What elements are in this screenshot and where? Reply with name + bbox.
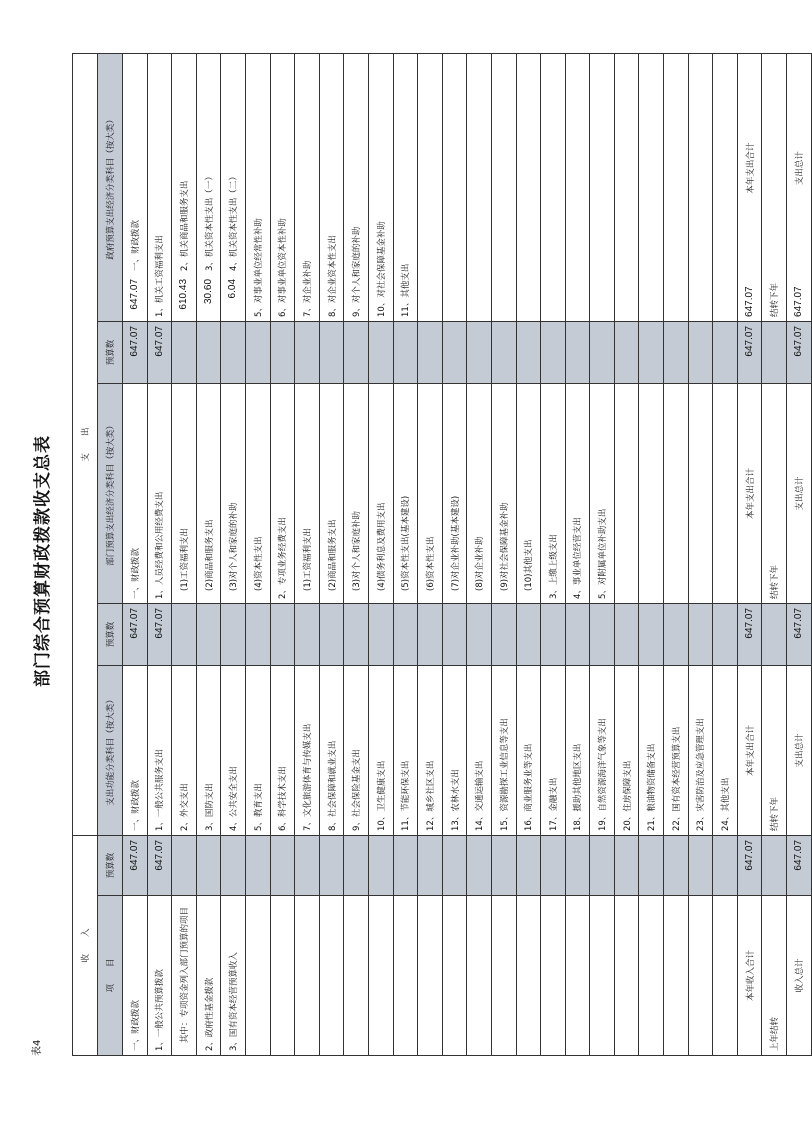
dept-item: (7)对企业补助(基本建设) — [442, 383, 467, 603]
table-number: 表4 — [32, 1039, 43, 1056]
gov-item — [664, 53, 689, 321]
total-row — [787, 53, 812, 1055]
func-item: 18、援助其他地区支出 — [565, 665, 590, 835]
gov-budget: 647.07 — [128, 278, 140, 310]
income-budget — [565, 835, 590, 895]
dept-budget — [393, 321, 418, 383]
dept-item: 一、财政拨款 — [123, 383, 148, 603]
gov-item — [541, 53, 566, 321]
table-row — [516, 53, 541, 1055]
dept-budget — [319, 321, 344, 383]
gov-total-value: 647.07 — [743, 286, 755, 317]
dept-item: (9)对社会保障基金补助 — [491, 383, 516, 603]
income-item — [467, 896, 492, 1056]
dept-item: 1、人员经费和公用经费支出 — [147, 383, 172, 603]
func-budget — [442, 603, 467, 665]
prev-carry-value — [762, 835, 787, 895]
func-item: 16、商业服务业等支出 — [516, 665, 541, 835]
income-budget — [319, 835, 344, 895]
table-row — [344, 53, 369, 1055]
income-item — [270, 896, 295, 1056]
expense-grand-label: 支出总计 — [787, 665, 812, 835]
func-budget — [418, 603, 443, 665]
func-item: 19、自然资源海洋气象等支出 — [590, 665, 615, 835]
dept-budget — [516, 321, 541, 383]
func-budget — [196, 603, 221, 665]
func-budget — [516, 603, 541, 665]
func-item: 1、一般公共服务支出 — [147, 665, 172, 835]
next-carry-label: 结转下年 — [762, 383, 787, 603]
income-item — [664, 896, 689, 1056]
func-budget — [319, 603, 344, 665]
income-budget — [467, 835, 492, 895]
func-budget — [467, 603, 492, 665]
func-budget: 647.07 — [123, 603, 148, 665]
income-grand: 647.07 — [787, 835, 812, 895]
func-budget — [614, 603, 639, 665]
func-item: 2、外交支出 — [172, 665, 197, 835]
income-item — [245, 896, 270, 1056]
expense-total: 647.07 — [737, 603, 762, 665]
gov-item: 6、对事业单位资本性补助 — [270, 53, 295, 321]
income-budget: 647.07 — [147, 835, 172, 895]
dept-budget — [639, 321, 664, 383]
dept-budget — [172, 321, 197, 383]
func-item: 23、灾害防治及应急管理支出 — [688, 665, 713, 835]
dept-budget — [565, 321, 590, 383]
func-item: 22、国有资本经营预算支出 — [664, 665, 689, 835]
func-item: 12、城乡社区支出 — [418, 665, 443, 835]
dept-item: 4、事业单位经营支出 — [565, 383, 590, 603]
expense-total-label: 647.07 本年支出合计 — [737, 53, 762, 321]
income-total-label: 本年收入合计 — [737, 896, 762, 1056]
gov-item: 10、对社会保障基金补助 — [368, 53, 393, 321]
dept-item: (5)资本性支出(基本建设) — [393, 383, 418, 603]
dept-item: (1)工资福利支出 — [295, 383, 320, 603]
income-item: 3、国有资本经营预算收入 — [221, 896, 246, 1056]
dept-budget — [467, 321, 492, 383]
table-row — [319, 53, 344, 1055]
table-row — [590, 53, 615, 1055]
table-row — [196, 53, 221, 1055]
table-row — [614, 53, 639, 1055]
expense-header: 支 出 — [73, 53, 98, 835]
gov-item — [614, 53, 639, 321]
func-item: 4、公共安全支出 — [221, 665, 246, 835]
budget-header: 预算数 — [98, 603, 123, 665]
func-budget — [270, 603, 295, 665]
expense-total: 647.07 — [737, 321, 762, 383]
income-item — [393, 896, 418, 1056]
income-budget — [442, 835, 467, 895]
gov-item — [491, 53, 516, 321]
table-row — [664, 53, 689, 1055]
income-budget — [393, 835, 418, 895]
dept-item: (2)商品和服务支出 — [196, 383, 221, 603]
dept-budget — [442, 321, 467, 383]
gov-item: 9、对个人和家庭的补助 — [344, 53, 369, 321]
func-item: 17、金融支出 — [541, 665, 566, 835]
gov-budget: 30.60 — [202, 278, 214, 305]
income-item — [713, 896, 738, 1056]
dept-item: (1)工资福利支出 — [172, 383, 197, 603]
dept-budget — [614, 321, 639, 383]
table-row — [639, 53, 664, 1055]
gov-item — [516, 53, 541, 321]
income-item — [295, 896, 320, 1056]
total-row — [762, 53, 787, 1055]
dept-budget — [713, 321, 738, 383]
dept-budget — [541, 321, 566, 383]
income-item — [590, 896, 615, 1056]
table-row — [688, 53, 713, 1055]
dept-budget — [688, 321, 713, 383]
expense-total-label: 本年支出合计 — [737, 665, 762, 835]
income-header: 收 入 — [73, 835, 98, 1055]
func-budget — [590, 603, 615, 665]
dept-item: (8)对企业补助 — [467, 383, 492, 603]
income-item — [516, 896, 541, 1056]
dept-budget — [368, 321, 393, 383]
func-budget — [541, 603, 566, 665]
func-item: 一、财政拨款 — [123, 665, 148, 835]
gov-item — [639, 53, 664, 321]
income-budget — [172, 835, 197, 895]
table-row — [270, 53, 295, 1055]
gov-item — [590, 53, 615, 321]
income-grand-label: 收入总计 — [787, 896, 812, 1056]
dept-item: (6)资本性支出 — [418, 383, 443, 603]
table-body — [123, 53, 812, 1055]
dept-item: 2、专项业务经费支出 — [270, 383, 295, 603]
dept-item: 5、对附属单位补助支出 — [590, 383, 615, 603]
func-item: 13、农林水支出 — [442, 665, 467, 835]
gov-econ-header: 政府预算支出经济分类科目（按大类） — [98, 53, 123, 321]
dept-item — [688, 383, 713, 603]
dept-item: (10)其他支出 — [516, 383, 541, 603]
income-budget — [688, 835, 713, 895]
income-item — [541, 896, 566, 1056]
next-carry-label: 结转下年 — [762, 665, 787, 835]
dept-item — [664, 383, 689, 603]
dept-item — [713, 383, 738, 603]
dept-item: (2)商品和服务支出 — [319, 383, 344, 603]
income-budget — [541, 835, 566, 895]
income-budget — [713, 835, 738, 895]
expense-grand: 647.07 — [787, 321, 812, 383]
income-item — [565, 896, 590, 1056]
dept-budget — [664, 321, 689, 383]
header-row-2 — [98, 53, 123, 1055]
income-item — [344, 896, 369, 1056]
income-item — [688, 896, 713, 1056]
func-budget — [664, 603, 689, 665]
header-row-1 — [73, 53, 98, 1055]
table-row — [541, 53, 566, 1055]
dept-budget — [270, 321, 295, 383]
income-budget — [418, 835, 443, 895]
income-item — [368, 896, 393, 1056]
income-total: 647.07 — [737, 835, 762, 895]
gov-item: 5、对事业单位经常性补助 — [245, 53, 270, 321]
page-title: 部门综合预算财政拨款收支总表 — [33, 435, 53, 687]
gov-budget: 610.43 — [177, 278, 189, 310]
income-item — [614, 896, 639, 1056]
table-row — [295, 53, 320, 1055]
func-item: 8、社会保障和就业支出 — [319, 665, 344, 835]
income-budget — [491, 835, 516, 895]
func-budget: 647.07 — [147, 603, 172, 665]
func-item: 6、科学技术支出 — [270, 665, 295, 835]
table-row — [221, 53, 246, 1055]
income-budget — [295, 835, 320, 895]
gov-item — [713, 53, 738, 321]
gov-item — [442, 53, 467, 321]
income-budget — [639, 835, 664, 895]
table-row — [172, 53, 197, 1055]
budget-header: 预算数 — [98, 835, 123, 895]
income-item — [319, 896, 344, 1056]
total-row — [737, 53, 762, 1055]
income-budget — [516, 835, 541, 895]
func-class-header: 支出功能分类科目（按大类） — [98, 665, 123, 835]
income-budget — [590, 835, 615, 895]
dept-budget — [344, 321, 369, 383]
gov-item — [467, 53, 492, 321]
dept-budget — [590, 321, 615, 383]
func-budget — [639, 603, 664, 665]
func-budget — [368, 603, 393, 665]
expense-total-label: 本年支出合计 — [737, 383, 762, 603]
income-item: 1、一般公共预算拨款 — [147, 896, 172, 1056]
budget-header: 预算数 — [98, 321, 123, 383]
gov-item: 1、机关工资福利支出 — [147, 53, 172, 321]
income-item — [491, 896, 516, 1056]
dept-econ-header: 部门预算支出经济分类科目（按大类） — [98, 383, 123, 603]
dept-item — [639, 383, 664, 603]
gov-budget: 6.04 — [227, 278, 239, 299]
dept-item: (3)对个人和家庭补助 — [344, 383, 369, 603]
gov-item: 610.43 2、机关商品和服务支出 — [172, 53, 197, 321]
func-budget — [688, 603, 713, 665]
dept-item: (3)对个人和家庭的补助 — [221, 383, 246, 603]
gov-item: 6.04 4、机关资本性支出（二） — [221, 53, 246, 321]
table-row — [393, 53, 418, 1055]
income-budget: 647.07 — [123, 835, 148, 895]
func-budget — [565, 603, 590, 665]
dept-item: (4)资本性支出 — [245, 383, 270, 603]
dept-budget — [491, 321, 516, 383]
func-item: 11、节能环保支出 — [393, 665, 418, 835]
dept-budget: 647.07 — [123, 321, 148, 383]
func-item: 15、资源勘探工业信息等支出 — [491, 665, 516, 835]
dept-budget — [245, 321, 270, 383]
income-item: 一、财政拨款 — [123, 896, 148, 1056]
prev-carry-label: 上年结转 — [762, 896, 787, 1056]
table-row — [442, 53, 467, 1055]
income-budget — [368, 835, 393, 895]
func-budget — [221, 603, 246, 665]
income-budget — [196, 835, 221, 895]
dept-budget — [418, 321, 443, 383]
dept-budget — [221, 321, 246, 383]
func-item: 20、住房保障支出 — [614, 665, 639, 835]
income-budget — [245, 835, 270, 895]
next-carry-label: 结转下年 — [762, 53, 787, 321]
func-budget — [344, 603, 369, 665]
gov-item: 11、其他支出 — [393, 53, 418, 321]
dept-budget: 647.07 — [147, 321, 172, 383]
func-item: 3、国防支出 — [196, 665, 221, 835]
table-row — [123, 53, 148, 1055]
gov-item: 30.60 3、机关资本性支出（一） — [196, 53, 221, 321]
func-budget — [491, 603, 516, 665]
table-row — [491, 53, 516, 1055]
func-item: 5、教育支出 — [245, 665, 270, 835]
income-budget — [614, 835, 639, 895]
gov-total-value: 647.07 — [792, 286, 804, 317]
income-item: 其中：专项资金列入部门预算的项目 — [172, 896, 197, 1056]
dept-budget — [196, 321, 221, 383]
func-item: 9、社会保险基金支出 — [344, 665, 369, 835]
gov-item — [418, 53, 443, 321]
income-item — [639, 896, 664, 1056]
func-budget — [172, 603, 197, 665]
gov-item: 8、对企业资本性支出 — [319, 53, 344, 321]
func-item: 14、交通运输支出 — [467, 665, 492, 835]
dept-item: 3、上缴上级支出 — [541, 383, 566, 603]
income-budget — [344, 835, 369, 895]
func-item: 24、其他支出 — [713, 665, 738, 835]
income-budget — [664, 835, 689, 895]
table-row — [467, 53, 492, 1055]
table-row — [565, 53, 590, 1055]
func-budget — [713, 603, 738, 665]
gov-item: 647.07 一、财政拨款 — [123, 53, 148, 321]
func-item: 10、卫生健康支出 — [368, 665, 393, 835]
func-budget — [245, 603, 270, 665]
table-row — [147, 53, 172, 1055]
income-item: 2、政府性基金拨款 — [196, 896, 221, 1056]
expense-grand: 647.07 — [787, 603, 812, 665]
func-budget — [295, 603, 320, 665]
item-header: 项 目 — [98, 896, 123, 1056]
table-row — [418, 53, 443, 1055]
income-item — [418, 896, 443, 1056]
expense-grand-label: 647.07 支出总计 — [787, 53, 812, 321]
gov-item — [688, 53, 713, 321]
gov-item: 7、对企业补助 — [295, 53, 320, 321]
income-budget — [221, 835, 246, 895]
dept-item: (4)债务利息及费用支出 — [368, 383, 393, 603]
expense-grand-label: 支出总计 — [787, 383, 812, 603]
income-budget — [270, 835, 295, 895]
dept-budget — [295, 321, 320, 383]
table-row — [368, 53, 393, 1055]
dept-item — [614, 383, 639, 603]
table-row — [713, 53, 738, 1055]
gov-item — [565, 53, 590, 321]
func-item: 21、粮油物资储备支出 — [639, 665, 664, 835]
func-item: 7、文化旅游体育与传媒支出 — [295, 665, 320, 835]
budget-summary-table — [72, 53, 812, 1056]
func-budget — [393, 603, 418, 665]
next-carry-value — [762, 603, 787, 665]
income-item — [442, 896, 467, 1056]
table-row — [245, 53, 270, 1055]
next-carry-value — [762, 321, 787, 383]
